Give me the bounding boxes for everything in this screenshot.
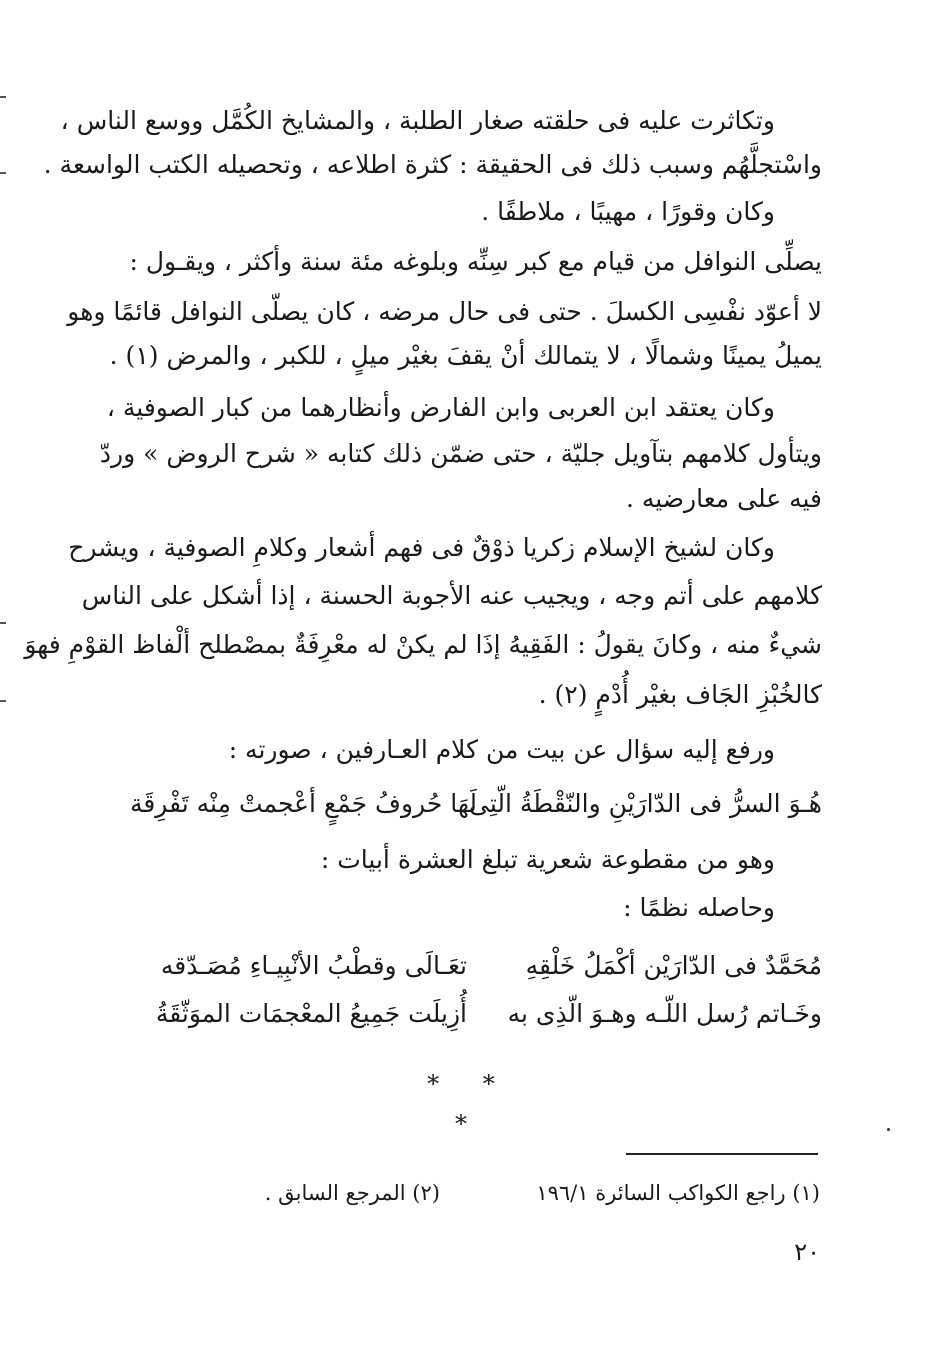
verse-line (132, 990, 822, 1038)
verse-line (129, 780, 822, 828)
paragraph-line: يميلُ يمينًا وشمالًا ، لا يتمالك أنْ يقفَ بغيْر ميلٍ ، للكبر ، والمرض (١) . (109, 341, 822, 370)
verse-first-hemistich: مُحَمَّدٌ فى الدّارَيْن أكْمَلُ خَلْقِهِ (525, 951, 822, 980)
scan-edge-mark (0, 700, 6, 702)
paragraph-line: وهو من مقطوعة شعرية تبلغ العشرة أبيات : (320, 845, 775, 874)
verse-second-hemistich: أُزِيلَت جَمِيعُ المعْجمَات الموَثّقَةُ (155, 999, 467, 1028)
paragraph-line: فيه على معارضيه . (625, 484, 822, 513)
section-separator: * * * (427, 1070, 513, 1138)
paragraph-line: ورفع إليه سؤال عن بيت من كلام العـارفين ، صورته : (228, 735, 775, 764)
paragraph-line: وحاصله نظمًا : (623, 893, 775, 922)
verse-second-hemistich: تعَـالَى وقطْبُ الأنْبِيـاءِ مُصَـدّقه (160, 951, 467, 980)
paragraph-line: شيءٌ منه ، وكانَ يقولُ : الفَقِيهُ إذَا لم يكنْ له معْرِفَةٌ بمصْطلح ألْفاظ القوْمِ فهوَ (24, 630, 822, 659)
paragraph-line: وكان وقورًا ، مهيبًا ، ملاطفًا . (481, 197, 775, 226)
verse-first-hemistich: وخَـاتم رُسل اللّـه وهـوَ الّذِى به (507, 999, 822, 1028)
paragraph-line: كلامهم على أتم وجه ، ويجيب عنه الأجوبة الحسنة ، إذا أشكل على الناس (81, 581, 822, 610)
verse-second-hemistich: لَهَا حُروفُ جَمْعٍ أعْجمتْ مِنْه تَفْرِقَة (129, 789, 477, 818)
paragraph-line: وكان يعتقد ابن العربى وابن الفارض وأنظارهما من كبار الصوفية ، (106, 393, 775, 422)
footnote-2: (٢) المرجع السابق . (264, 1181, 440, 1205)
scan-speck (887, 1128, 890, 1131)
verse-line (132, 942, 822, 990)
paragraph-line: واسْتجلَّهُم وسبب ذلك فى الحقيقة : كثرة اطلاعه ، وتحصيله الكتب الواسعة . (43, 150, 822, 179)
page-number: ٢٠ (794, 1238, 820, 1266)
paragraph-line: كالخُبْزِ الجَاف بغيْر أُدْمٍ (٢) . (538, 680, 822, 709)
paragraph-line: يصلِّى النوافل من قيام مع كبر سِنِّه وبلوغه مئة سنة وأكثر ، ويقـول : (129, 247, 822, 276)
scan-edge-mark (0, 96, 6, 98)
paragraph-line: وكان لشيخ الإسلام زكريا ذوْقٌ فى فهم أشعار وكلامِ الصوفية ، ويشرح (68, 533, 775, 562)
paragraph-line: ويتأول كلامهم بتآويل جليّة ، حتى ضمّن ذلك كتابه « شرح الروض » وردّ (99, 439, 822, 468)
scan-edge-mark (0, 622, 6, 624)
scan-edge-mark (0, 172, 6, 174)
paragraph-line: وتكاثرت عليه فى حلقته صغار الطلبة ، والمشايخ الكُمَّل ووسع الناس ، (60, 106, 775, 135)
verse-first-hemistich: هُـوَ السرُّ فى الدّارَيْنِ والنّقْطَةُ الّتِى (469, 789, 822, 818)
footnote-1: (١) راجع الكواكب السائرة ١٩٦/١ (536, 1181, 820, 1205)
footnote-divider (626, 1153, 818, 1155)
paragraph-line: لا أعوّد نفْسِى الكسلَ . حتى فى حال مرضه ، كان يصلّى النوافل قائمًا وهو (67, 297, 822, 326)
